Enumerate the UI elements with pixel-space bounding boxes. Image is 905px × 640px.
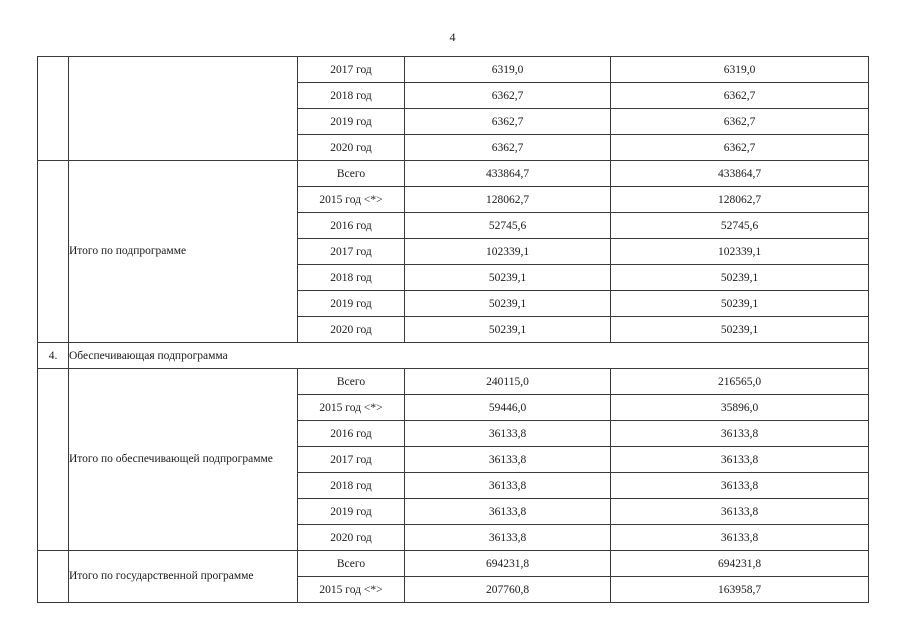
amount-cell: 6319,0: [405, 57, 611, 83]
table-row: [38, 57, 869, 83]
table-row: [38, 369, 869, 395]
program-name-cell: Итого по обеспечивающей подпрограмме: [69, 369, 298, 551]
amount-cell: 6362,7: [611, 109, 869, 135]
amount-cell: 6362,7: [405, 83, 611, 109]
year-cell: 2016 год: [298, 421, 405, 447]
year-cell: 2018 год: [298, 473, 405, 499]
year-cell: Всего: [298, 551, 405, 577]
amount-cell: 35896,0: [611, 395, 869, 421]
program-name-cell: [69, 57, 298, 161]
year-cell: 2020 год: [298, 317, 405, 343]
program-name-cell: Итого по государственной программе: [69, 551, 298, 603]
amount-cell: 433864,7: [405, 161, 611, 187]
amount-cell: 36133,8: [405, 421, 611, 447]
amount-cell: 36133,8: [611, 525, 869, 551]
year-cell: 2018 год: [298, 265, 405, 291]
year-cell: 2020 год: [298, 135, 405, 161]
table-row: [38, 551, 869, 577]
amount-cell: 694231,8: [611, 551, 869, 577]
year-cell: 2015 год <*>: [298, 187, 405, 213]
amount-cell: 6362,7: [611, 135, 869, 161]
year-cell: 2016 год: [298, 213, 405, 239]
page-number: 4: [449, 30, 456, 44]
year-cell: 2015 год <*>: [298, 577, 405, 603]
section-row: [38, 343, 869, 369]
amount-cell: 216565,0: [611, 369, 869, 395]
year-cell: 2017 год: [298, 239, 405, 265]
row-number-cell: [38, 551, 69, 603]
amount-cell: 128062,7: [405, 187, 611, 213]
year-cell: Всего: [298, 369, 405, 395]
amount-cell: 6362,7: [405, 109, 611, 135]
row-number-cell: [38, 161, 69, 343]
amount-cell: 6362,7: [611, 83, 869, 109]
amount-cell: 240115,0: [405, 369, 611, 395]
amount-cell: 36133,8: [611, 473, 869, 499]
section-number: 4.: [38, 343, 69, 369]
amount-cell: 102339,1: [405, 239, 611, 265]
amount-cell: 102339,1: [611, 239, 869, 265]
table-row: [38, 161, 869, 187]
amount-cell: 6362,7: [405, 135, 611, 161]
amount-cell: 50239,1: [405, 265, 611, 291]
year-cell: 2019 год: [298, 291, 405, 317]
year-cell: 2019 год: [298, 109, 405, 135]
program-name-cell: Итого по подпрограмме: [69, 161, 298, 343]
year-cell: 2015 год <*>: [298, 395, 405, 421]
table-body: [38, 57, 869, 603]
year-cell: 2017 год: [298, 447, 405, 473]
section-title: Обеспечивающая подпрограмма: [69, 343, 869, 369]
year-cell: Всего: [298, 161, 405, 187]
amount-cell: 6319,0: [611, 57, 869, 83]
year-cell: 2018 год: [298, 83, 405, 109]
amount-cell: 163958,7: [611, 577, 869, 603]
amount-cell: 36133,8: [405, 473, 611, 499]
amount-cell: 36133,8: [405, 499, 611, 525]
year-cell: 2020 год: [298, 525, 405, 551]
amount-cell: 694231,8: [405, 551, 611, 577]
budget-table: [37, 56, 869, 603]
amount-cell: 50239,1: [405, 291, 611, 317]
amount-cell: 52745,6: [611, 213, 869, 239]
amount-cell: 36133,8: [405, 525, 611, 551]
amount-cell: 36133,8: [611, 447, 869, 473]
amount-cell: 433864,7: [611, 161, 869, 187]
amount-cell: 36133,8: [611, 499, 869, 525]
row-number-cell: [38, 57, 69, 161]
amount-cell: 59446,0: [405, 395, 611, 421]
amount-cell: 36133,8: [611, 421, 869, 447]
row-number-cell: [38, 369, 69, 551]
amount-cell: 52745,6: [405, 213, 611, 239]
amount-cell: 50239,1: [611, 265, 869, 291]
amount-cell: 207760,8: [405, 577, 611, 603]
amount-cell: 128062,7: [611, 187, 869, 213]
amount-cell: 50239,1: [611, 291, 869, 317]
amount-cell: 50239,1: [611, 317, 869, 343]
year-cell: 2019 год: [298, 499, 405, 525]
amount-cell: 50239,1: [405, 317, 611, 343]
year-cell: 2017 год: [298, 57, 405, 83]
amount-cell: 36133,8: [405, 447, 611, 473]
